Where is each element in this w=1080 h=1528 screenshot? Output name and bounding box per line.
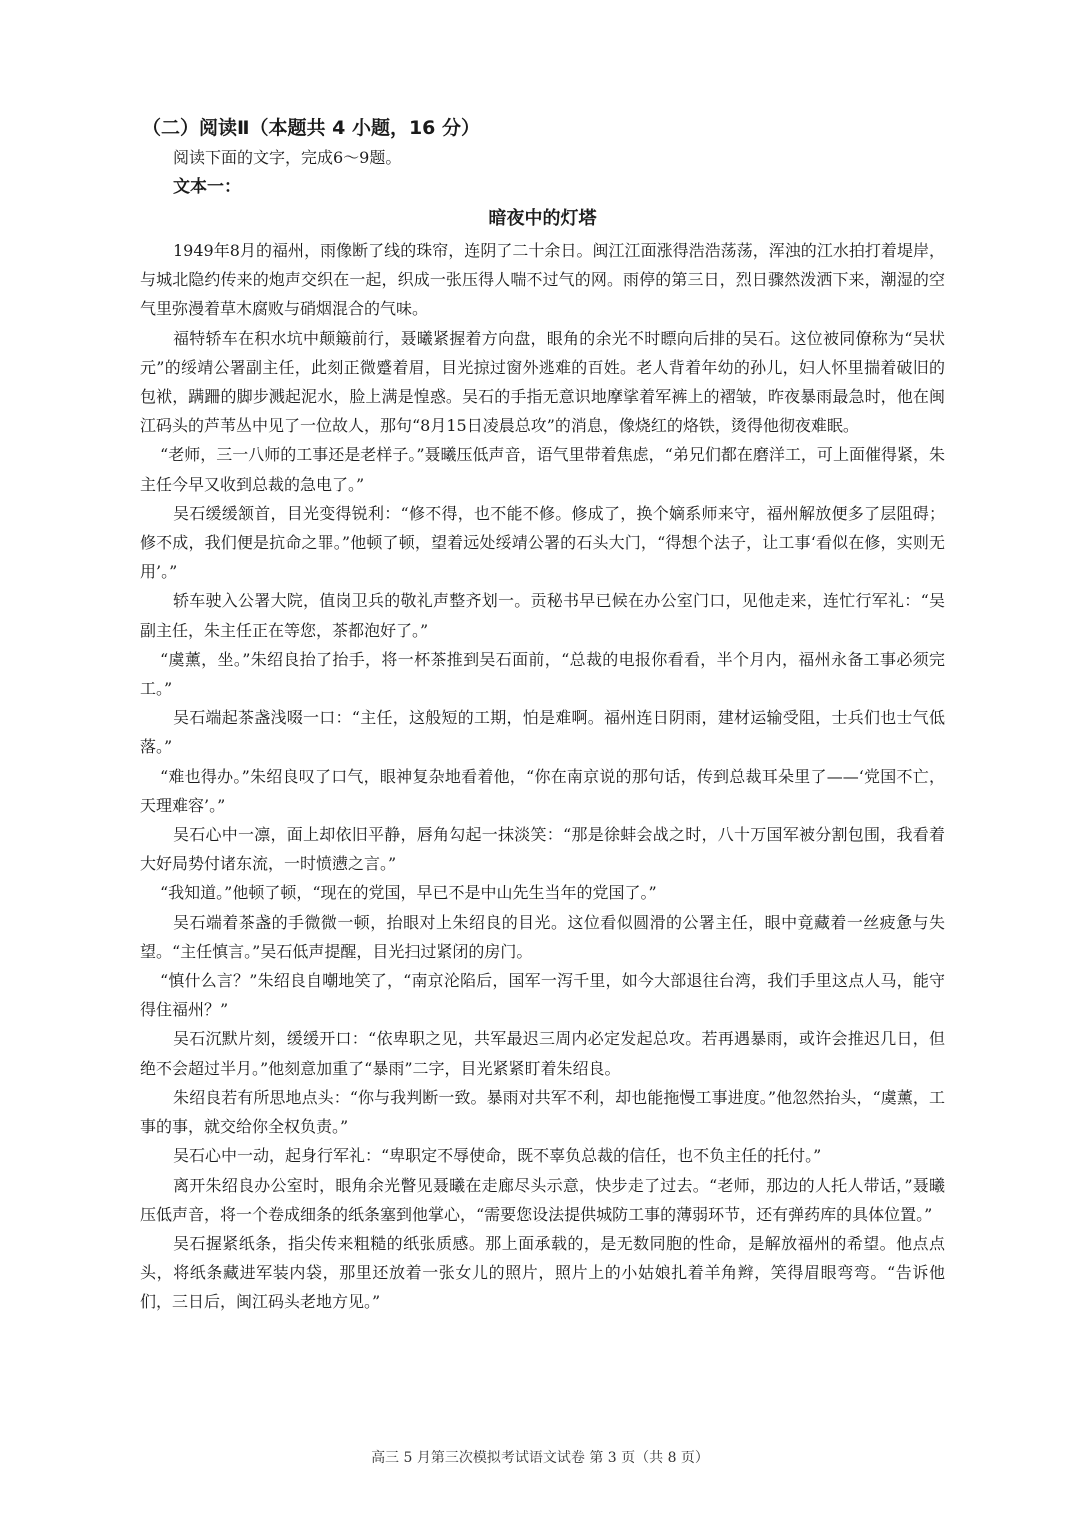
paragraph: 吴石握紧纸条，指尖传来粗糙的纸张质感。那上面承载的，是无数同胞的性命，是解放福州的希望。他点点头，将纸条藏进军装内袋，那里还放着一张女儿的照片，照片上的小姑娘扎着羊角辫，笑得眉眼弯弯。“告诉他们，三日后，闽江码头老地方见。” <box>140 1233 945 1312</box>
paragraph: “虞薰，坐。”朱绍良抬了抬手，将一杯茶推到吴石面前，“总裁的电报你看看，半个月内，福州永备工事必须完工。” <box>140 649 945 699</box>
paragraph: 轿车驶入公署大院，值岗卫兵的敬礼声整齐划一。贡秘书早已候在办公室门口，见他走来，连忙行军礼：“吴副主任，朱主任正在等您，茶都泡好了。” <box>140 591 945 640</box>
paragraph: 福特轿车在积水坑中颠簸前行，聂曦紧握着方向盘，眼角的余光不时瞟向后排的吴石。这位被同僚称为“吴状元”的绥靖公署副主任，此刻正微蹙着眉，目光掠过窗外逃难的百姓。老人背着年幼的孙儿，妇人怀里揣着破旧的包袱，蹒跚的脚步溅起泥水，脸上满是惶惑。吴石的手指无意识地摩挲着军裤上的褶皱，昨夜暴雨最急时，他在闽江码头的芦苇丛中见了一位故人，那句“8月15日凌晨总攻”的消息，像烧红的烙铁，烫得他彻夜难眠。 <box>140 328 945 436</box>
section-title: （二）阅读Ⅱ（本题共 4 小题，16 分） <box>142 117 481 139</box>
instruction-text: 阅读下面的文字，完成6～9题。 <box>173 148 402 167</box>
text-one-label: 文本一： <box>173 177 241 197</box>
paragraph: 吴石缓缓颔首，目光变得锐利：“修不得，也不能不修。修成了，换个嫡系师来守，福州解放便多了层阻碍；修不成，我们便是抗命之罪。”他顿了顿，望着远处绥靖公署的石头大门，“得想个法子，让工事‘看似在修，实则无用’。” <box>140 503 945 582</box>
paragraph: 吴石心中一动，起身行军礼：“卑职定不辱使命，既不辜负总裁的信任，也不负主任的托付。” <box>173 1146 822 1166</box>
paragraph: “难也得办。”朱绍良叹了口气，眼神复杂地看着他，“你在南京说的那句话，传到总裁耳朵里了——‘党国不亡，天理难容’。” <box>140 766 945 815</box>
reading-section <box>140 114 945 1317</box>
page-footer: 高三 5 月第三次模拟考试语文试卷 第 3 页（共 8 页） <box>371 1450 709 1466</box>
paragraph: 吴石心中一凛，面上却依旧平静，唇角勾起一抹淡笑：“那是徐蚌会战之时，八十万国军被分割包围，我看着大好局势付诸东流，一时愤懑之言。” <box>140 825 945 874</box>
story-title: 暗夜中的灯塔 <box>488 208 597 229</box>
paragraph: “慎什么言？”朱绍良自嘲地笑了，“南京沦陷后，国军一泻千里，如今大部退往台湾，我们手里这点人马，能守得住福州？” <box>140 971 945 1020</box>
paragraph: 吴石沉默片刻，缓缓开口：“依卑职之见，共军最迟三周内必定发起总攻。若再遇暴雨，或许会推迟几日，但绝不会超过半月。”他刻意加重了“暴雨”二字，目光紧紧盯着朱绍良。 <box>140 1029 945 1078</box>
paragraph: 吴石端着茶盏的手微微一顿，抬眼对上朱绍良的目光。这位看似圆滑的公署主任，眼中竟藏着一丝疲惫与失望。“主任慎言。”吴石低声提醒，目光扫过紧闭的房门。 <box>140 912 945 961</box>
paragraph: 离开朱绍良办公室时，眼角余光瞥见聂曦在走廊尽头示意，快步走了过去。“老师，那边的人托人带话，”聂曦压低声音，将一个卷成细条的纸条塞到他掌心，“需要您设法提供城防工事的薄弱环节，还有弹药库的具体位置。” <box>140 1175 945 1224</box>
paragraph: 朱绍良若有所思地点头：“你与我判断一致。暴雨对共军不利，却也能拖慢工事进度。”他忽然抬头，“虞薰，工事的事，就交给你全权负责。” <box>140 1087 945 1137</box>
paragraph: “老师，三一八师的工事还是老样子。”聂曦压低声音，语气里带着焦虑，“弟兄们都在磨洋工，可上面催得紧，朱主任今早又收到总裁的急电了。” <box>140 445 945 494</box>
paragraph: 吴石端起茶盏浅啜一口：“主任，这般短的工期，怕是难啊。福州连日阴雨，建材运输受阻，士兵们也士气低落。” <box>140 708 945 757</box>
paragraph: 1949年8月的福州，雨像断了线的珠帘，连阴了二十余日。闽江江面涨得浩浩荡荡，浑浊的江水拍打着堤岸，与城北隐约传来的炮声交织在一起，织成一张压得人喘不过气的网。雨停的第三日，烈日骤然泼洒下来，潮湿的空气里弥漫着草木腐败与硝烟混合的气味。 <box>140 241 945 319</box>
paragraph: “我知道。”他顿了顿，“现在的党国，早已不是中山先生当年的党国了。” <box>160 883 657 903</box>
